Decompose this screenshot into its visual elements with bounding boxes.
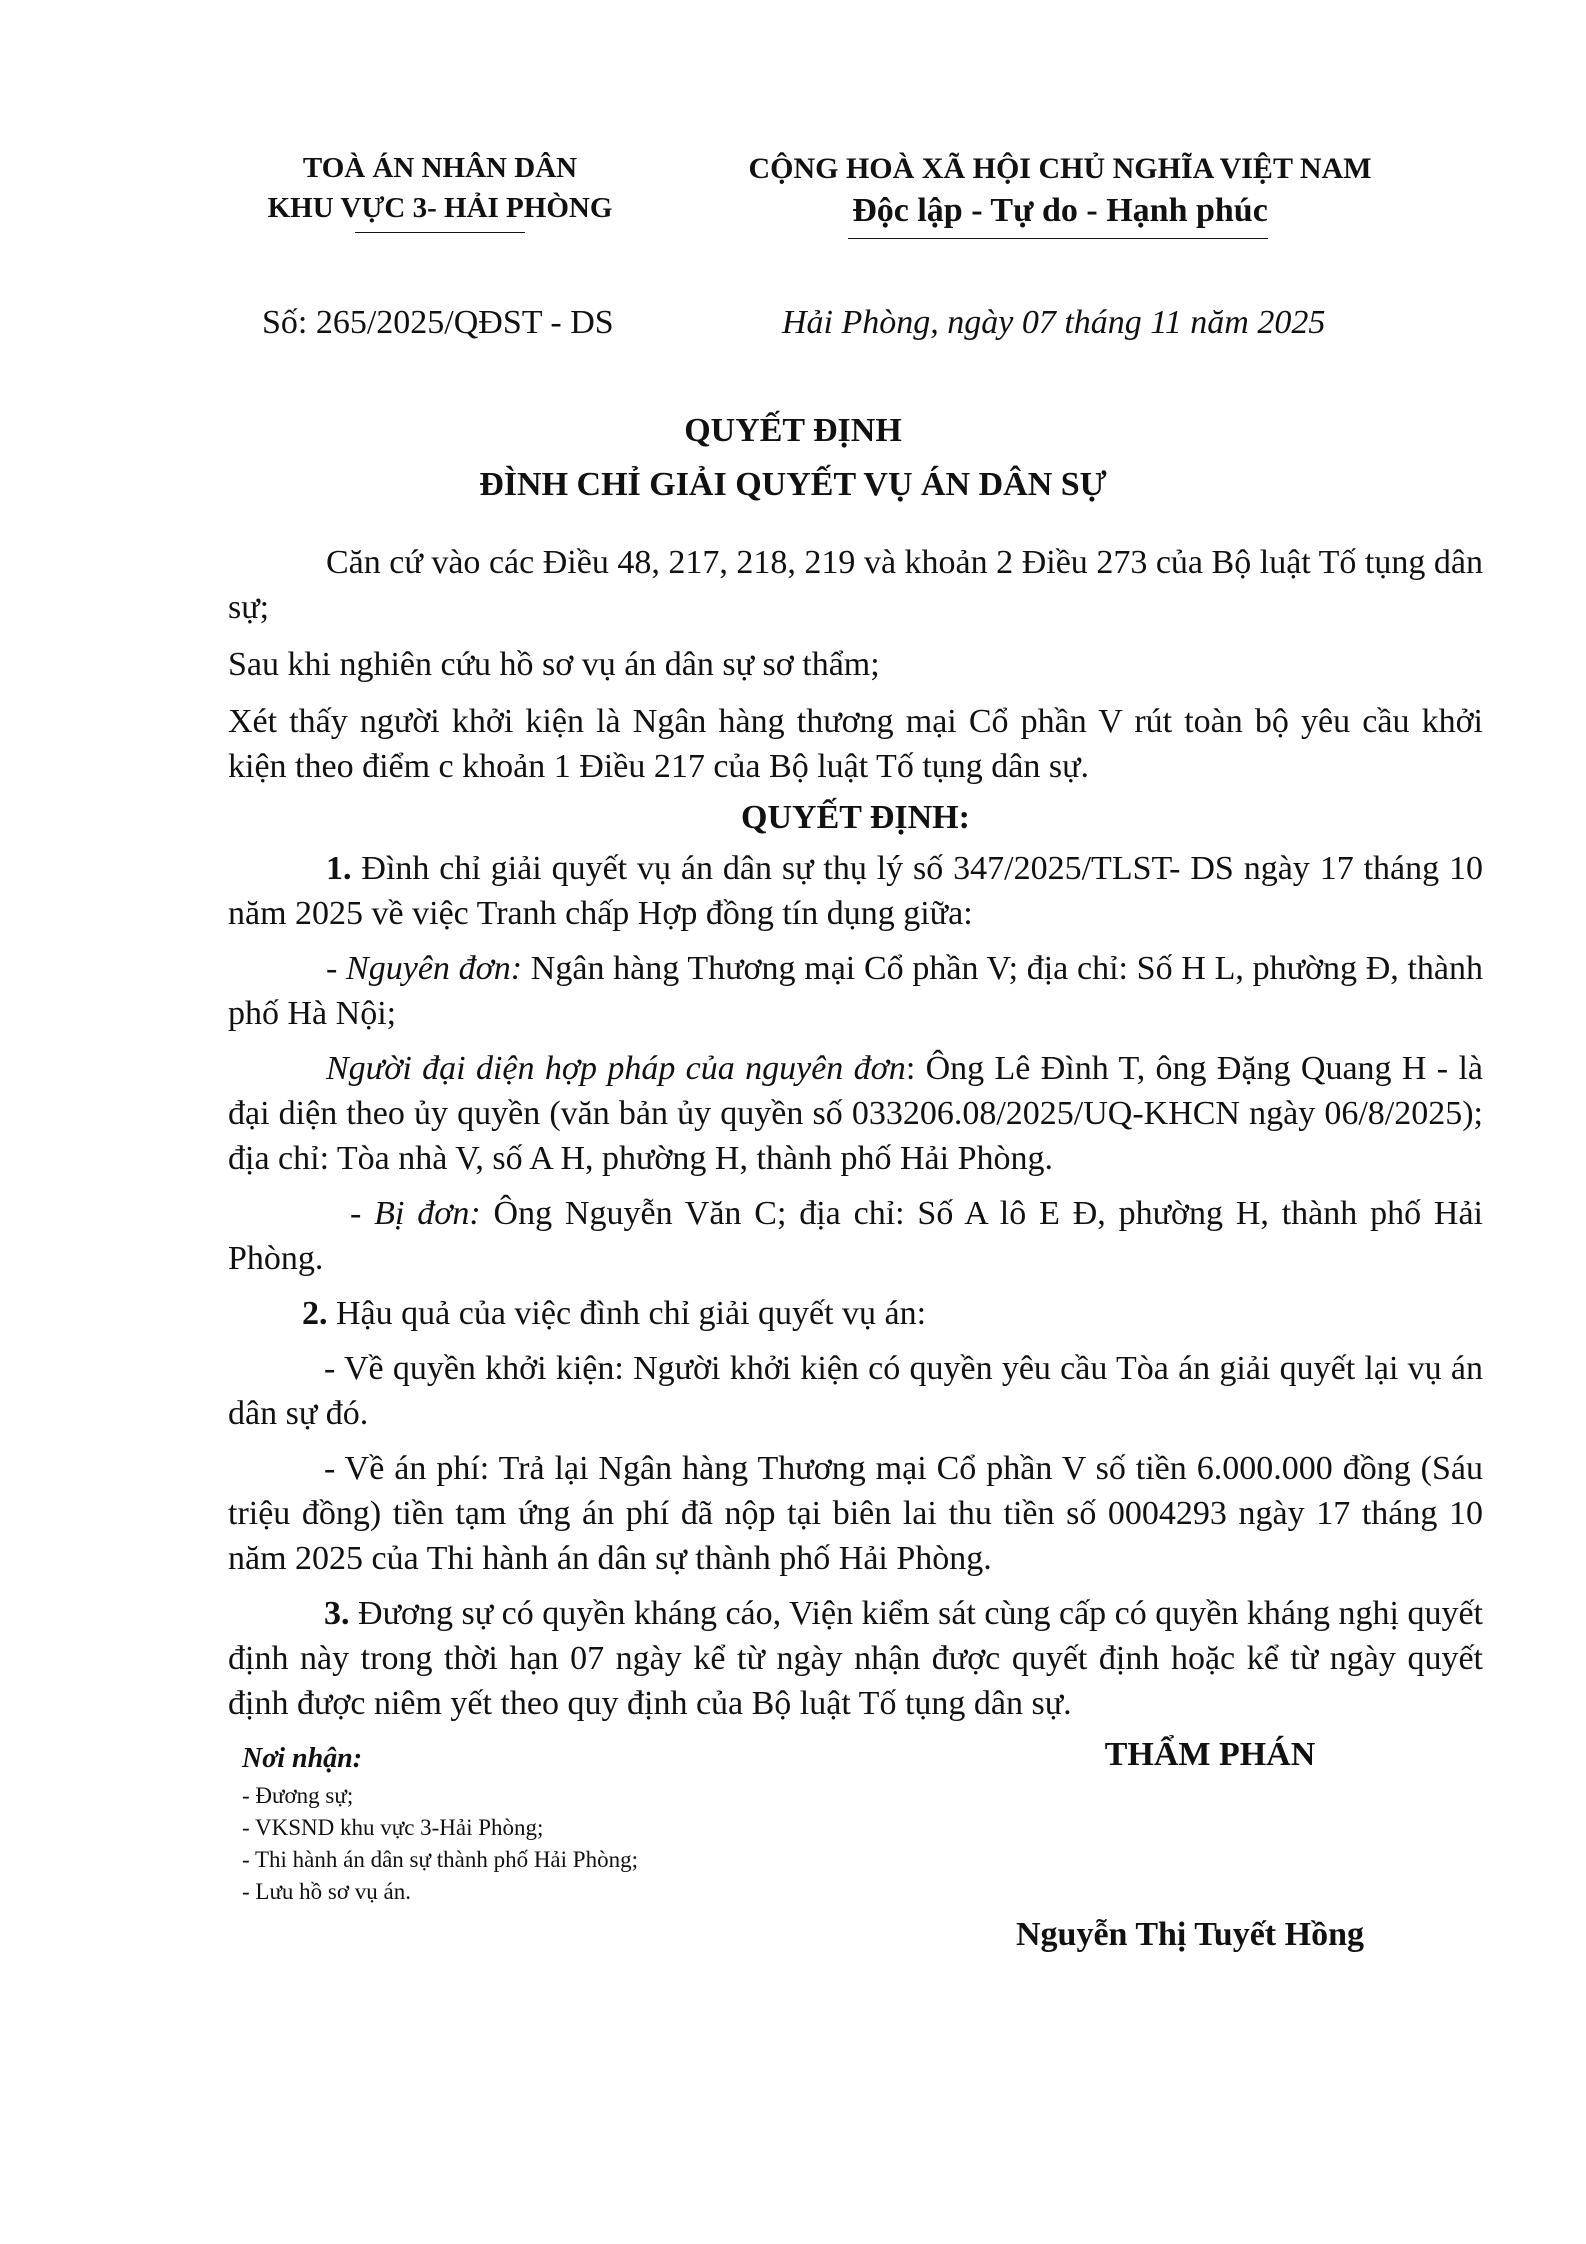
recipient-item: - Đương sự;	[242, 1783, 354, 1808]
plaintiff-label: Nguyên đơn:	[346, 950, 523, 987]
representative-paragraph	[228, 1046, 1483, 1181]
preamble-review: Sau khi nghiên cứu hồ sơ vụ án dân sự sơ thẩm;	[228, 646, 880, 683]
item-1-text: Đình chỉ giải quyết vụ án dân sự thụ lý số 347/2025/TLST- DS ngày 17 tháng 10 năm 2025 về việc Tranh chấp Hợp đồng tín dụng giữa:	[228, 850, 1483, 932]
plaintiff-paragraph	[228, 946, 1483, 1036]
court-header-underline	[355, 232, 525, 233]
court-name: TOÀ ÁN NHÂN DÂN	[302, 152, 578, 184]
defendant-paragraph	[228, 1191, 1483, 1281]
plaintiff-dash: -	[326, 950, 347, 987]
signer-name: Nguyễn Thị Tuyết Hồng	[1015, 1916, 1364, 1953]
recipient-item: - Lưu hồ sơ vụ án.	[242, 1879, 411, 1904]
national-title: CỘNG HOÀ XÃ HỘI CHỦ NGHĨA VIỆT NAM	[748, 152, 1372, 185]
item-3-number: 3.	[324, 1595, 350, 1632]
document-date: Hải Phòng, ngày 07 tháng 11 năm 2025	[782, 304, 1326, 341]
plaintiff-text: Ngân hàng Thương mại Cổ phần V; địa chỉ: Số H L, phường Đ, thành phố Hà Nội;	[228, 950, 1483, 1032]
item-1-number: 1.	[326, 850, 352, 887]
document-title: QUYẾT ĐỊNH	[684, 412, 902, 449]
defendant-dash: -	[350, 1195, 375, 1232]
national-motto: Độc lập - Tự do - Hạnh phúc	[852, 192, 1268, 229]
preamble-legal-basis: Căn cứ vào các Điều 48, 217, 218, 219 và khoản 2 Điều 273 của Bộ luật Tố tụng dân sự;	[228, 544, 1483, 626]
signature-title: THẨM PHÁN	[1104, 1736, 1316, 1773]
item-2-number: 2.	[302, 1295, 328, 1332]
representative-label: Người đại diện hợp pháp của nguyên đơn	[326, 1050, 906, 1087]
decision-item-3	[228, 1591, 1483, 1726]
recipient-item: - Thi hành án dân sự thành phố Hải Phòng;	[242, 1847, 638, 1872]
document-subtitle: ĐÌNH CHỈ GIẢI QUYẾT VỤ ÁN DÂN SỰ	[479, 466, 1107, 503]
defendant-label: Bị đơn:	[374, 1195, 481, 1232]
recipient-item: - VKSND khu vực 3-Hải Phòng;	[242, 1815, 544, 1840]
item-3-text: Đương sự có quyền kháng cáo, Viện kiểm sát cùng cấp có quyền kháng nghị quyết định này trong thời hạn 07 ngày kể từ ngày nhận được quyết định hoặc kể từ ngày quyết định được niêm yết theo quy định của Bộ luật Tố tụng dân sự.	[228, 1595, 1483, 1722]
item-2-right-to-sue: - Về quyền khởi kiện: Người khởi kiện có quyền yêu cầu Tòa án giải quyết lại vụ án dân sự đó.	[228, 1350, 1483, 1432]
item-2-text: Hậu quả của việc đình chỉ giải quyết vụ án:	[327, 1295, 927, 1332]
court-header	[220, 148, 660, 228]
recipients-block	[242, 1738, 638, 1908]
representative-text: : Ông Lê Đình T, ông Đặng Quang H - là đại diện theo ủy quyền (văn bản ủy quyền số 033206.08/2025/UQ-KHCN ngày 06/8/2025); địa chỉ: Tòa nhà V, số A H, phường H, thành phố Hải Phòng.	[228, 1050, 1483, 1177]
recipients-title: Nơi nhận:	[242, 1743, 363, 1774]
decision-heading: QUYẾT ĐỊNH:	[741, 799, 970, 836]
national-header-underline	[848, 238, 1268, 239]
item-2-court-fee: - Về án phí: Trả lại Ngân hàng Thương mại Cổ phần V số tiền 6.000.000 đồng (Sáu triệu đồng) tiền tạm ứng án phí đã nộp tại biên lai thu tiền số 0004293 ngày 17 tháng 10 năm 2025 của Thi hành án dân sự thành phố Hải Phòng.	[228, 1450, 1483, 1577]
national-header	[700, 148, 1420, 232]
document-number: Số: 265/2025/QĐST - DS	[262, 304, 614, 341]
defendant-text: Ông Nguyễn Văn C; địa chỉ: Số A lô E Đ, phường H, thành phố Hải Phòng.	[228, 1195, 1484, 1277]
document-body	[228, 540, 1483, 1726]
decision-item-1	[228, 846, 1483, 936]
preamble-withdrawal: Xét thấy người khởi kiện là Ngân hàng thương mại Cổ phần V rút toàn bộ yêu cầu khởi kiện theo điểm c khoản 1 Điều 217 của Bộ luật Tố tụng dân sự.	[228, 703, 1483, 785]
decision-item-2	[228, 1291, 1483, 1336]
court-region: KHU VỰC 3- HẢI PHÒNG	[267, 192, 613, 224]
